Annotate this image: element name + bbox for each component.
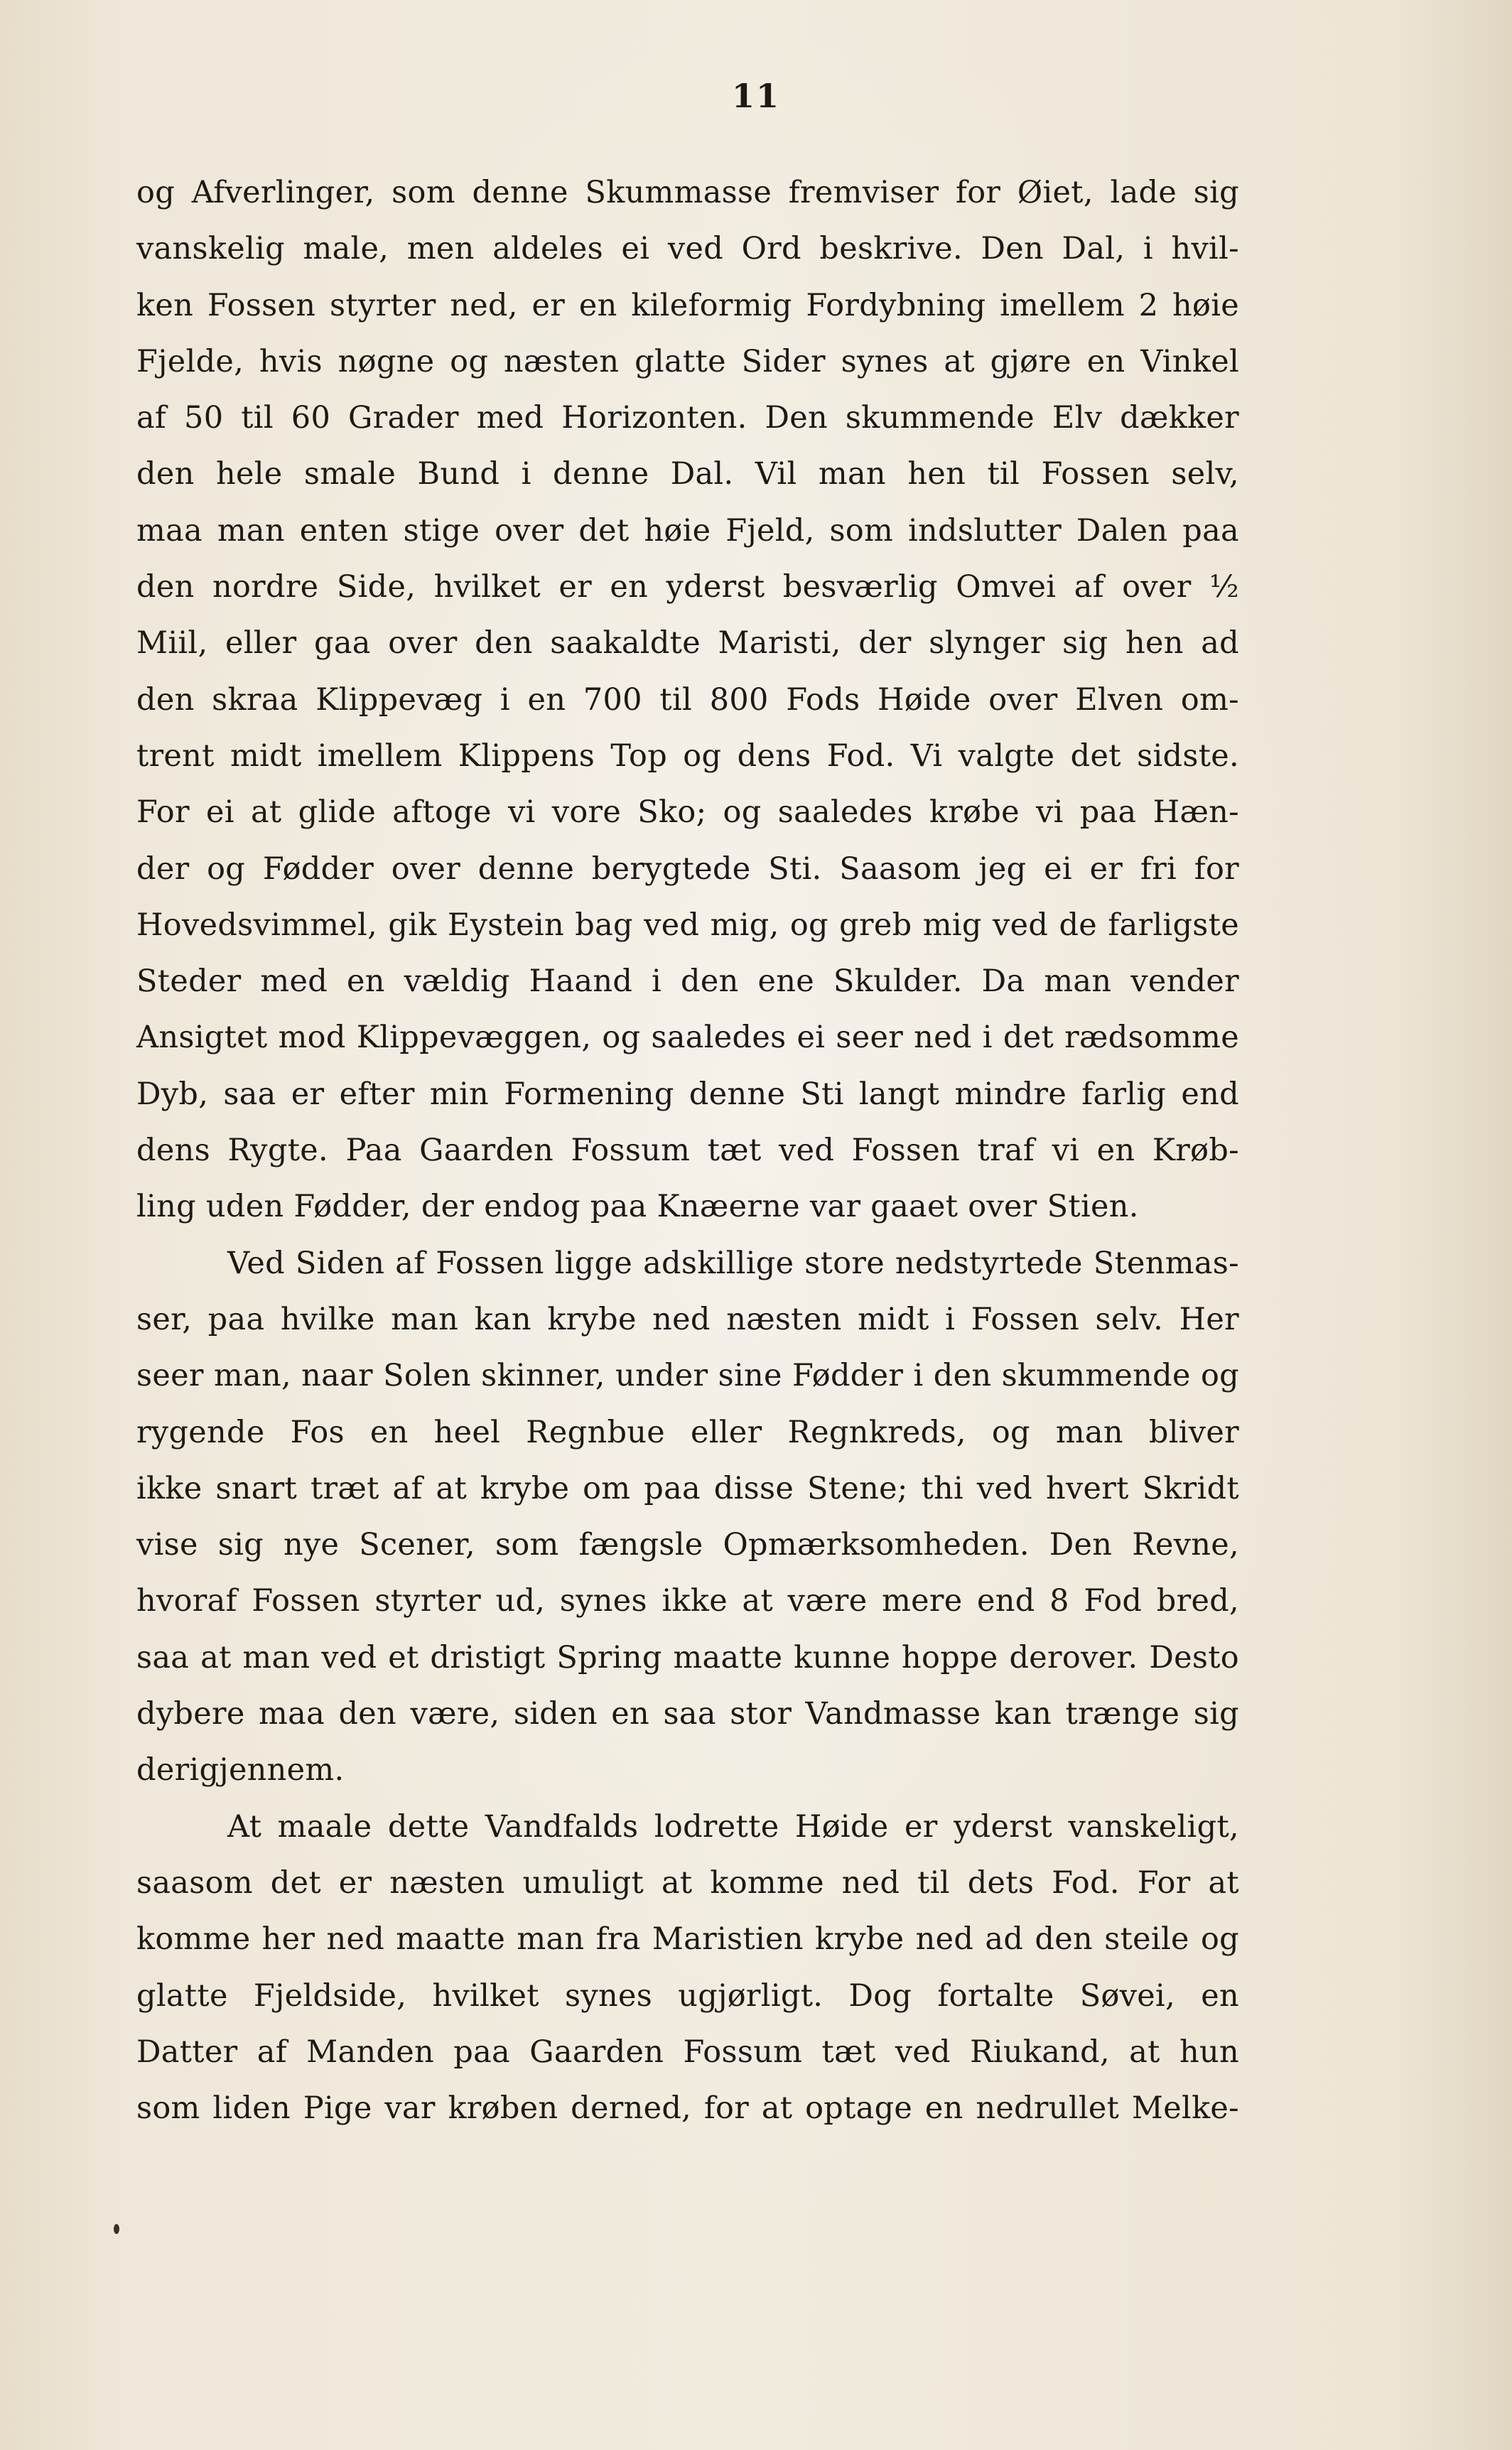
text-line: Steder med en vældig Haand i den ene Skulder. Da man vender [136, 964, 1239, 1000]
text-line: Ansigtet mod Klippevæggen, og saaledes ei seer ned i det rædsomme [136, 1020, 1239, 1056]
text-line: som liden Pige var krøben derned, for at optage en nedrullet Melke- [136, 2090, 1239, 2127]
text-line: seer man, naar Solen skinner, under sine Fødder i den skummende og [136, 1358, 1239, 1394]
text-line: At maale dette Vandfalds lodrette Høide er yderst vanskeligt, [227, 1808, 1239, 1845]
text-line: saa at man ved et dristigt Spring maatte kunne hoppe derover. Desto [136, 1639, 1239, 1675]
text-line: komme her ned maatte man fra Maristien krybe ned ad den steile og [136, 1921, 1239, 1958]
text-line: ken Fossen styrter ned, er en kileformig Fordybning imellem 2 høie [136, 287, 1239, 323]
text-line: Datter af Manden paa Gaarden Fossum tæt ved Riukand, at hun [136, 2034, 1239, 2070]
text-line: der og Fødder over denne berygtede Sti. Saasom jeg ei er fri for [136, 851, 1239, 887]
text-line: ser, paa hvilke man kan krybe ned næsten midt i Fossen selv. Her [136, 1301, 1239, 1337]
text-line: hvoraf Fossen styrter ud, synes ikke at være mere end 8 Fod bred, [136, 1583, 1239, 1619]
text-line: For ei at glide aftoge vi vore Sko; og saaledes krøbe vi paa Hæn- [136, 794, 1239, 831]
ink-speck [114, 2224, 119, 2234]
text-line: Hovedsvimmel, gik Eystein bag ved mig, og greb mig ved de farligste [136, 907, 1239, 943]
text-line: Miil, eller gaa over den saakaldte Maristi, der slynger sig hen ad [136, 625, 1239, 662]
text-line: af 50 til 60 Grader med Horizonten. Den skummende Elv dækker [136, 400, 1239, 436]
text-line: den skraa Klippevæg i en 700 til 800 Fods Høide over Elven om- [136, 681, 1239, 718]
text-line: den hele smale Bund i denne Dal. Vil man hen til Fossen selv, [136, 456, 1239, 492]
body-text [136, 165, 1239, 2137]
text-line: trent midt imellem Klippens Top og dens Fod. Vi valgte det sidste. [136, 738, 1239, 774]
text-line: ikke snart træt af at krybe om paa disse Stene; thi ved hvert Skridt [136, 1470, 1239, 1506]
text-line: dens Rygte. Paa Gaarden Fossum tæt ved Fossen traf vi en Krøb- [136, 1133, 1239, 1169]
text-line: den nordre Side, hvilket er en yderst besværlig Omvei af over ½ [136, 569, 1239, 605]
text-line: maa man enten stige over det høie Fjeld, som indslutter Dalen paa [136, 512, 1239, 549]
text-line: Dyb, saa er efter min Formening denne Sti langt mindre farlig end [136, 1076, 1239, 1112]
text-line: ling uden Fødder, der endog paa Knæerne var gaaet over Stien. [136, 1189, 1139, 1225]
text-line: derigjennem. [136, 1752, 345, 1788]
text-line: Fjelde, hvis nøgne og næsten glatte Sider synes at gjøre en Vinkel [136, 343, 1239, 379]
page-number: 11 [731, 77, 780, 115]
text-line: rygende Fos en heel Regnbue eller Regnkreds, og man bliver [136, 1414, 1239, 1450]
text-line: og Afverlinger, som denne Skummasse fremviser for Øiet, lade sig [136, 175, 1239, 210]
text-line: dybere maa den være, siden en saa stor Vandmasse kan trænge sig [136, 1696, 1239, 1732]
text-line: glatte Fjeldside, hvilket synes ugjørligt. Dog fortalte Søvei, en [136, 1977, 1239, 2014]
text-line: Ved Siden af Fossen ligge adskillige store nedstyrtede Stenmas- [227, 1245, 1239, 1281]
text-line: vanskelig male, men aldeles ei ved Ord beskrive. Den Dal, i hvil- [136, 231, 1239, 267]
text-line: vise sig nye Scener, som fængsle Opmærksomheden. Den Revne, [136, 1527, 1239, 1563]
text-line: saasom det er næsten umuligt at komme ned til dets Fod. For at [136, 1865, 1239, 1901]
